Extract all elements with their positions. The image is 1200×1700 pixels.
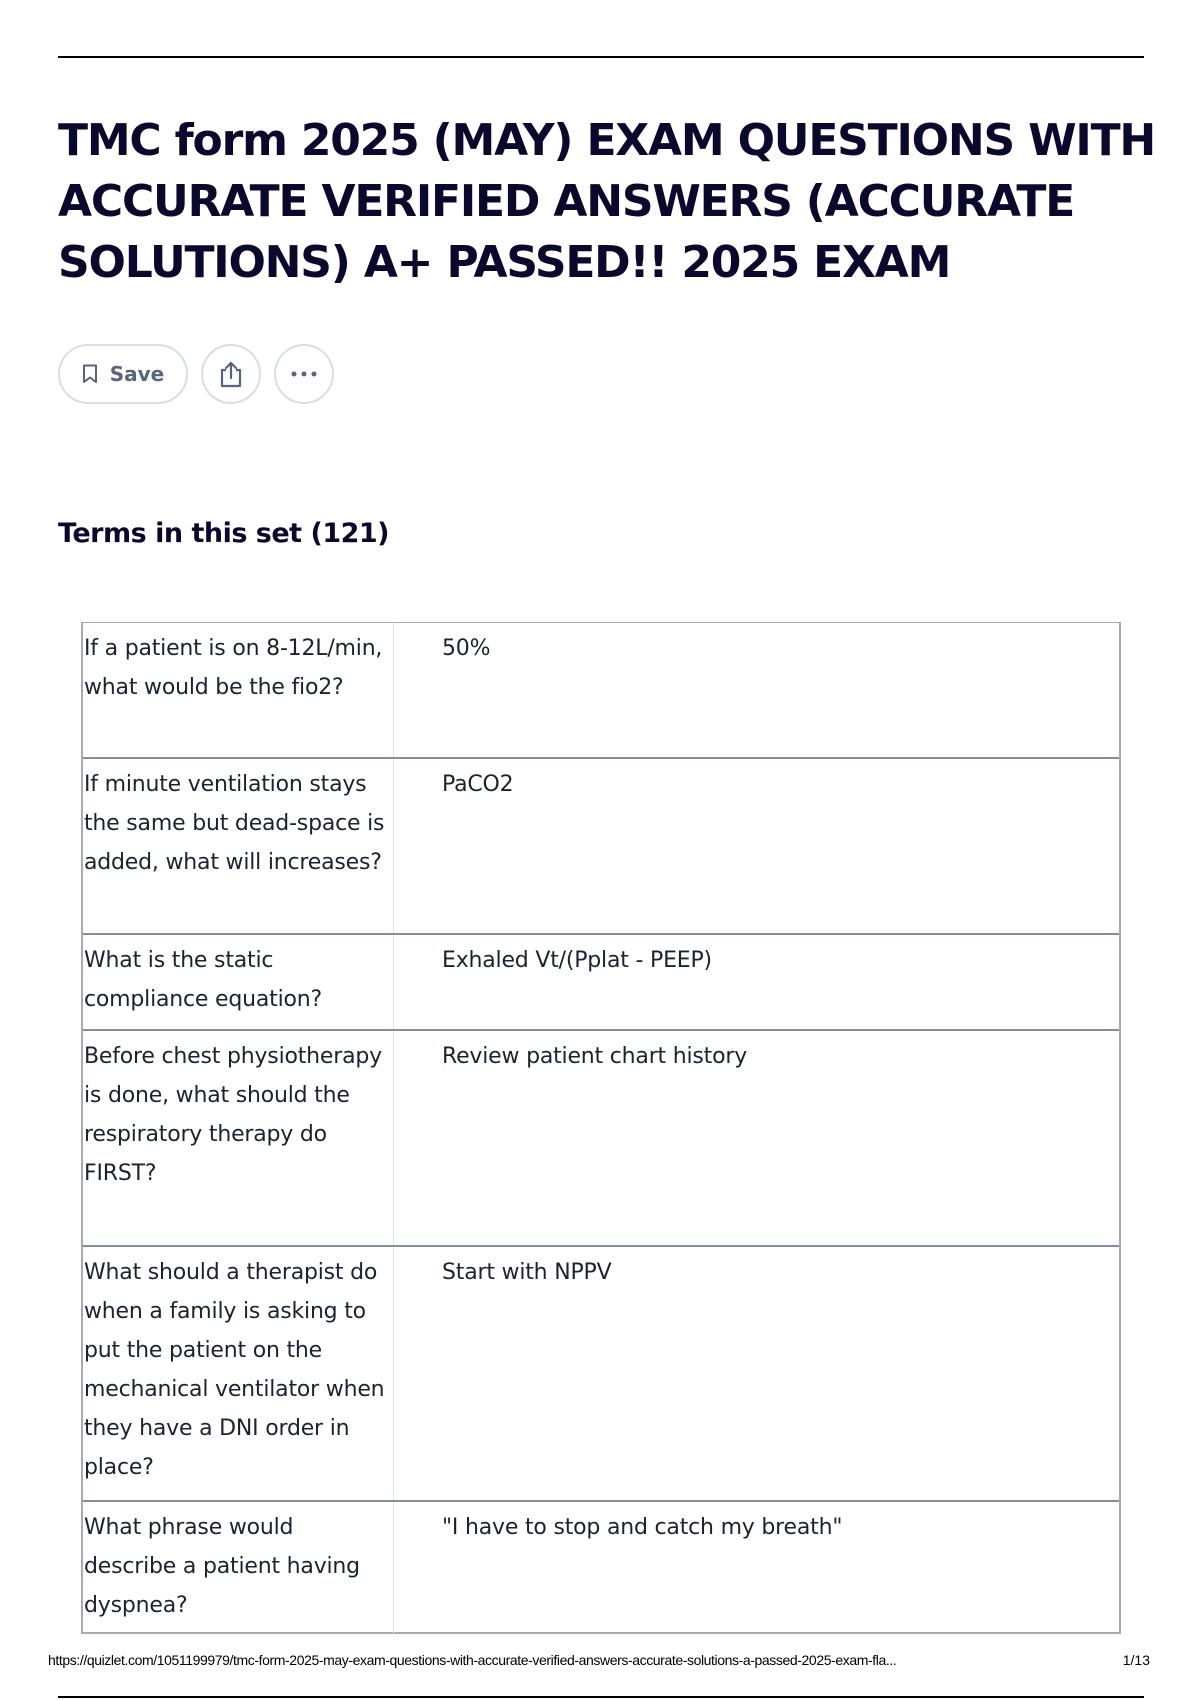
term-row <box>83 623 1119 759</box>
page-title: TMC form 2025 (MAY) EXAM QUESTIONS WITH ACCURATE VERIFIED ANSWERS (ACCURATE SOLUTIONS) A+ PASSED!! 2025 EXAM <box>58 115 1156 288</box>
terms-heading: Terms in this set (121) <box>58 518 390 549</box>
save-button[interactable] <box>58 344 188 404</box>
terms-table <box>81 622 1121 1634</box>
print-url: https://quizlet.com/1051199979/tmc-form-2025-may-exam-questions-with-accurate-verified-answers-accurate-solutions-a-passed-2025-exam-fla... <box>48 1652 897 1668</box>
page-number: 1/13 <box>1122 1652 1150 1668</box>
bookmark-icon <box>82 364 98 384</box>
term-text: If minute ventilation stays the same but dead-space is added, what will increases? <box>83 759 394 933</box>
share-button[interactable] <box>201 344 261 404</box>
definition-text: Exhaled Vt/(Pplat - PEEP) <box>442 948 712 973</box>
definition-text: PaCO2 <box>442 772 514 797</box>
definition-text: Start with NPPV <box>442 1260 612 1285</box>
more-options-button[interactable] <box>274 344 334 404</box>
header-divider <box>58 56 1144 58</box>
share-icon <box>218 360 244 388</box>
definition-text: "I have to stop and catch my breath" <box>442 1515 843 1540</box>
term-text: What is the static compliance equation? <box>83 935 394 1029</box>
footer-divider <box>58 1696 1144 1698</box>
term-row <box>83 935 1119 1031</box>
term-row <box>83 1502 1119 1633</box>
term-text: What phrase would describe a patient having dyspnea? <box>83 1502 394 1633</box>
definition-text: Review patient chart history <box>442 1044 748 1069</box>
term-row <box>83 1247 1119 1502</box>
more-horizontal-icon <box>291 371 317 377</box>
term-text: Before chest physiotherapy is done, what should the respiratory therapy do FIRST? <box>83 1031 394 1245</box>
term-text: What should a therapist do when a family is asking to put the patient on the mechanical ventilator when they have a DNI order in place? <box>83 1247 394 1500</box>
term-text: If a patient is on 8-12L/min, what would be the fio2? <box>83 623 394 757</box>
term-row <box>83 759 1119 935</box>
save-button-label: Save <box>109 362 165 386</box>
definition-text: 50% <box>442 636 491 661</box>
term-row <box>83 1031 1119 1247</box>
